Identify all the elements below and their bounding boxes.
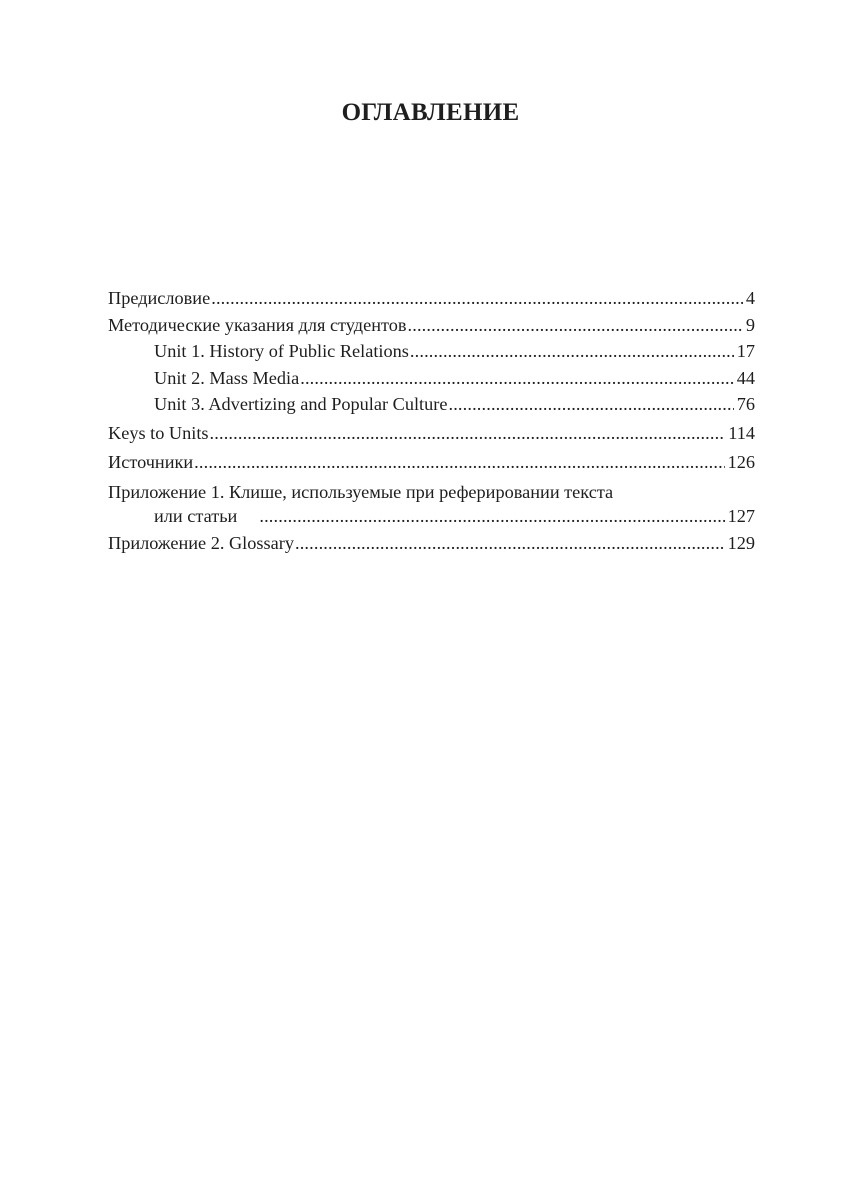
toc-entry-guidelines[interactable]: [108, 312, 755, 339]
toc-dot-leader: [194, 449, 724, 476]
toc-entry-label: Unit 2. Mass Media: [154, 367, 300, 388]
toc-entry-unit-3[interactable]: [108, 391, 755, 418]
toc-entry-label: Источники: [108, 451, 194, 472]
toc-entry-sources[interactable]: [108, 449, 755, 476]
toc-page-number: 126: [727, 451, 755, 472]
toc-dot-leader: [259, 504, 724, 528]
toc-entry-label: Методические указания для студентов: [108, 314, 407, 335]
toc-page-number: 9: [745, 314, 755, 335]
toc-entry-appendix-1[interactable]: [108, 480, 755, 528]
toc-entry-unit-1[interactable]: [108, 338, 755, 365]
toc-dot-leader: [295, 530, 725, 557]
toc-entry-label: Предисловие: [108, 288, 211, 308]
toc-entry-preface[interactable]: [108, 285, 755, 312]
table-of-contents: [108, 285, 755, 557]
toc-entry-appendix-2[interactable]: [108, 530, 755, 557]
page-title: ОГЛАВЛЕНИЕ: [341, 99, 520, 126]
toc-dot-leader: [211, 285, 743, 312]
toc-page-number: 127: [727, 506, 755, 527]
toc-entry-label: Приложение 2. Glossary: [108, 533, 294, 554]
toc-dot-leader: [408, 312, 743, 339]
toc-page-number: 129: [727, 533, 755, 554]
toc-entry-label: Unit 1. History of Public Relations: [154, 341, 409, 362]
toc-page-number: 44: [736, 367, 755, 388]
toc-dot-leader: [410, 338, 734, 365]
toc-page-number: 114: [728, 422, 755, 443]
toc-page-number: 76: [736, 394, 755, 415]
toc-entry-label: Keys to Units: [108, 422, 209, 443]
toc-entry-unit-2[interactable]: [108, 365, 755, 392]
toc-page-number: 4: [745, 288, 755, 308]
toc-page-number: 17: [736, 341, 755, 362]
toc-entry-label: Unit 3. Advertizing and Popular Culture: [154, 394, 448, 415]
toc-entry-label-continued: или статьи: [154, 506, 238, 527]
toc-dot-leader: [448, 391, 733, 418]
toc-entry-keys[interactable]: [108, 420, 755, 447]
toc-dot-leader: [210, 420, 726, 447]
toc-entry-label: Приложение 1. Клише, используемые при реферировании текста: [108, 482, 614, 503]
toc-dot-leader: [300, 365, 733, 392]
